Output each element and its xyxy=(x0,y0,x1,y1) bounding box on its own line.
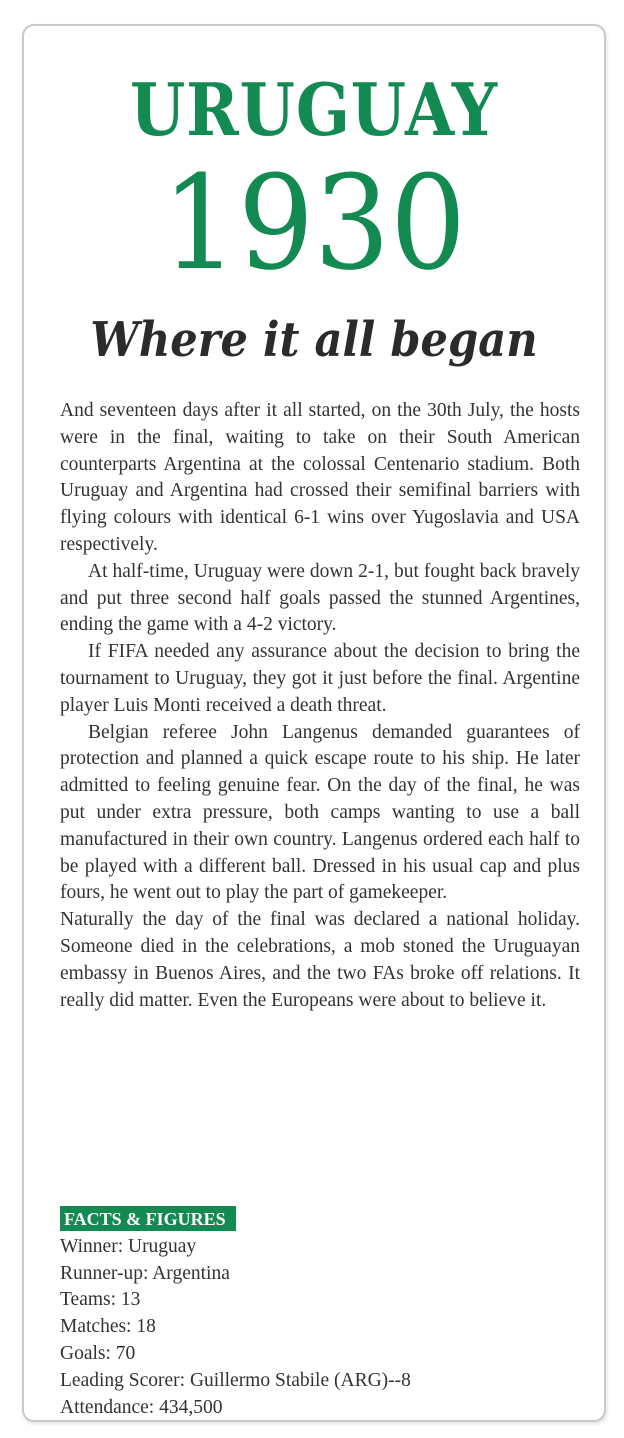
fact-leading-scorer: Leading Scorer: Guillermo Stabile (ARG)--8 xyxy=(60,1369,411,1391)
paragraph: Naturally the day of the final was declared a national holiday. Someone died in the celebrations, a mob stoned the Uruguayan embassy in Buenos Aires, and the two FAs broke off relations. It really did matter. Even the Europeans were about to believe it. xyxy=(60,909,580,1011)
paragraph: At half-time, Uruguay were down 2-1, but fought back bravely and put three second half goals passed the stunned Argentines, ending the game with a 4-2 victory. xyxy=(60,560,580,636)
paragraph: Belgian referee John Langenus demanded guarantees of protection and planned a quick escape route to his ship. He later admitted to feeling genuine fear. On the day of the final, he was put under extra pressure, both camps wanting to use a ball manufactured in their own country. Langenus ordered each half to be played with a different ball. Dressed in his usual cap and plus fours, he went out to play the part of gamekeeper. xyxy=(60,721,580,904)
fact-teams: Teams: 13 xyxy=(60,1289,141,1311)
facts-heading: FACTS & FIGURES xyxy=(60,1206,236,1231)
fact-winner: Winner: Uruguay xyxy=(60,1235,197,1257)
article-card xyxy=(22,24,606,1422)
paragraph: And seventeen days after it all started, on the 30th July, the hosts were in the final, waiting to take on their South American counterparts Argentina at the colossal Centenario stadium. Both Uruguay and Argentina had crossed their semifinal barriers with flying colours with identical 6-1 wins over Yugoslavia and USA respectively. xyxy=(60,400,580,555)
fact-attendance: Attendance: 434,500 xyxy=(60,1396,223,1418)
fact-goals: Goals: 70 xyxy=(60,1342,136,1364)
article-body xyxy=(60,398,580,1014)
subtitle: Where it all began xyxy=(90,312,538,368)
title-year: 1930 xyxy=(161,147,467,299)
title-country: URUGUAY xyxy=(130,67,498,152)
facts-box xyxy=(60,1206,580,1421)
fact-runner-up: Runner-up: Argentina xyxy=(60,1262,230,1284)
fact-matches: Matches: 18 xyxy=(60,1316,156,1338)
paragraph: If FIFA needed any assurance about the decision to bring the tournament to Uruguay, they got it just before the final. Argentine player Luis Monti received a death threat. xyxy=(60,641,580,716)
